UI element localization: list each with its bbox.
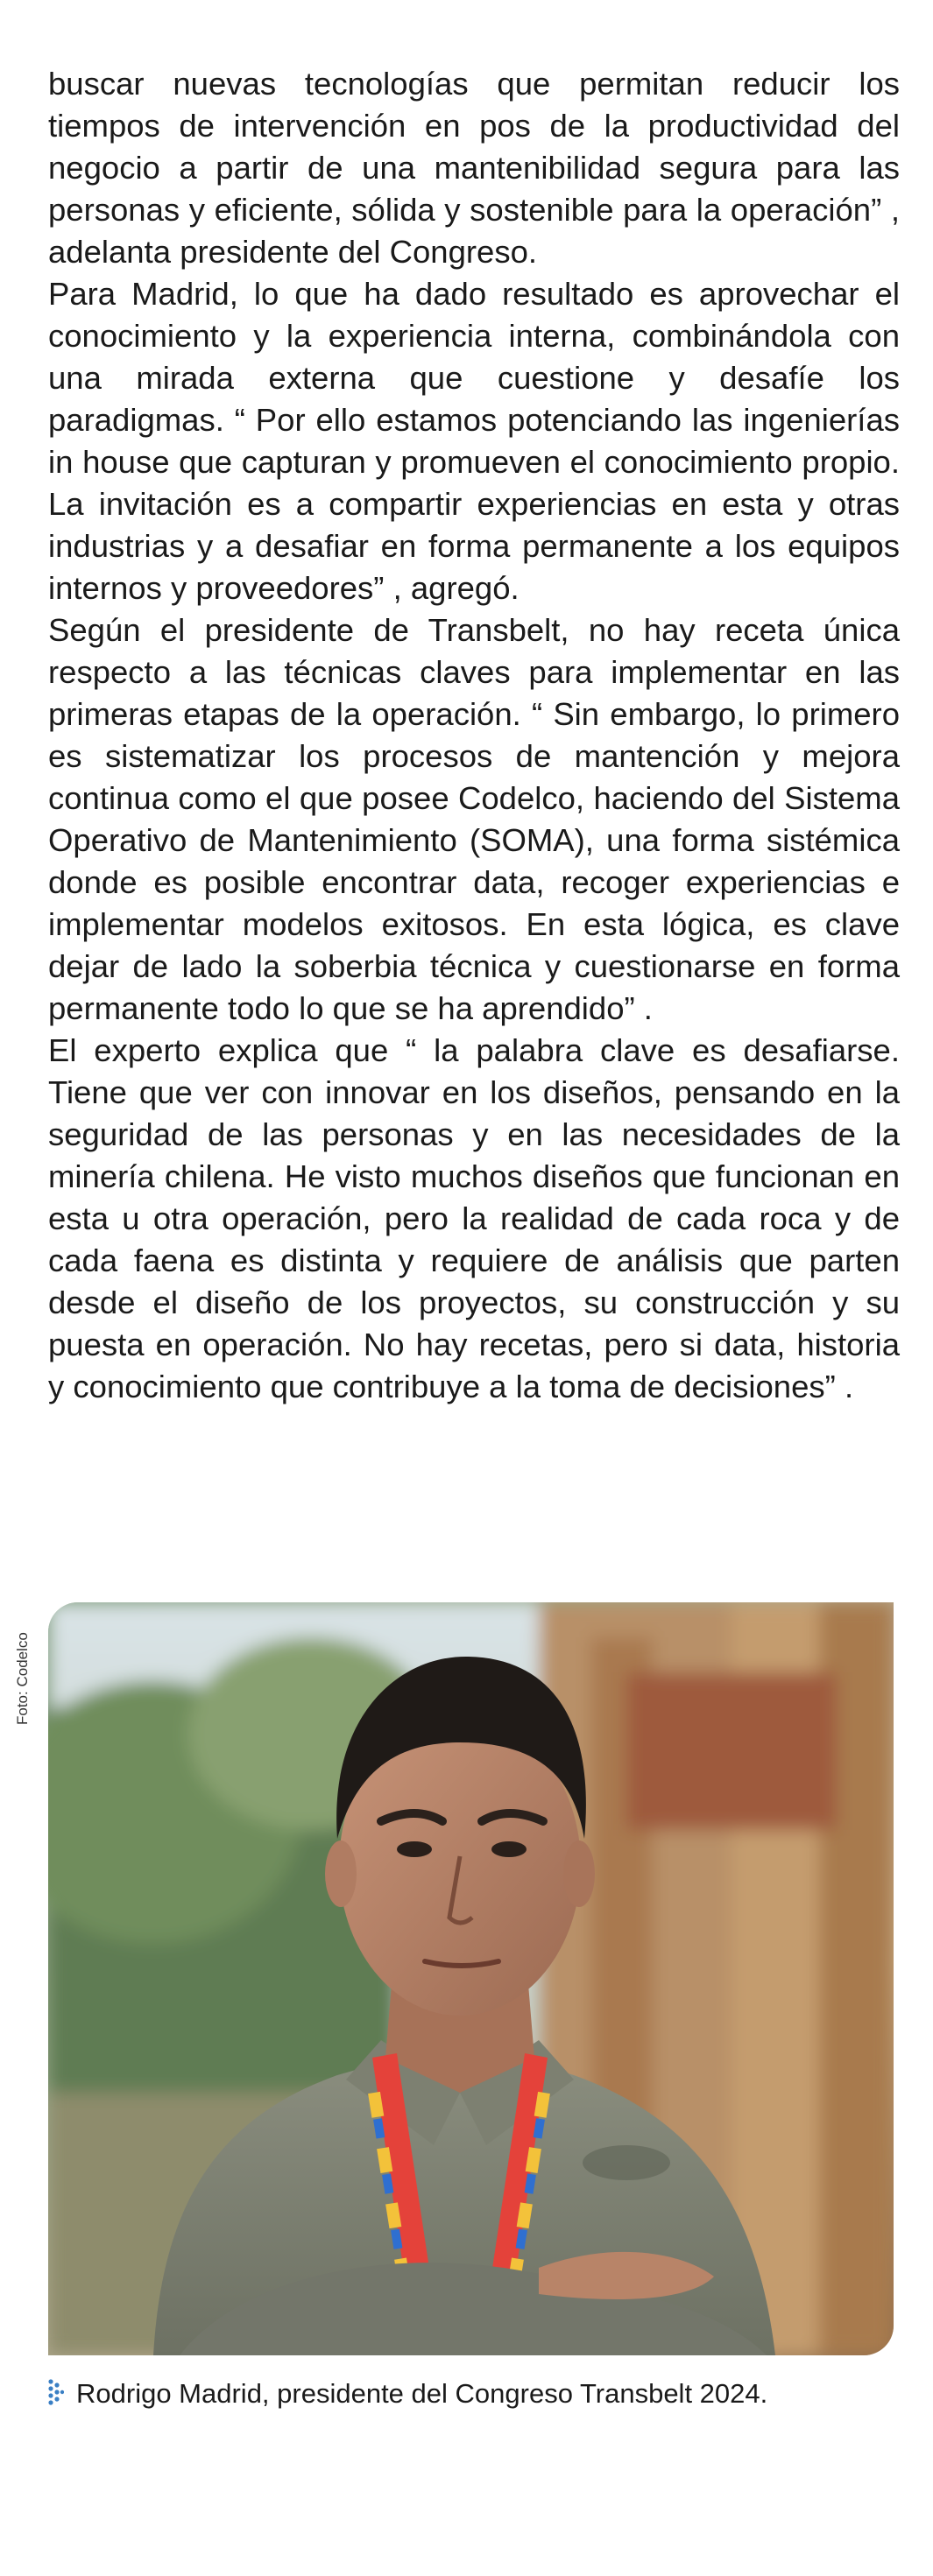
photo-credit — [4, 1611, 35, 1725]
portrait-illustration — [48, 1602, 894, 2355]
article-paragraph-3: Según el presidente de Transbelt, no hay receta única respecto a las técnicas claves para implementar en las primeras etapas de la operación. “ Sin embargo, lo primero es sistematizar los procesos de mantención y mejora continua como el que posee Codelco, haciendo del Sistema Operativo de Mantenimiento (SOMA), una forma sistémica donde es posible encontrar data, recoger experiencias e implementar modelos exitosos. En esta lógica, es clave dejar de lado la soberbia técnica y cuestionarse en forma permanente todo lo que se ha aprendido” . — [48, 612, 900, 1026]
dotted-bullet-icon — [48, 2379, 64, 2409]
photo-credit-text: Foto: Codelco — [14, 1632, 31, 1725]
article-body — [48, 63, 900, 1408]
article-paragraph-2: Para Madrid, lo que ha dado resultado es aprovechar el conocimiento y la experiencia interna, combinándola con una mirada externa que cuestione y desafíe los paradigmas. “ Por ello estamos potenciando las ingenierías in house que capturan y promueven el conocimiento propio. La invitación es a compartir experiencias en esta y otras industrias y a desafiar en forma permanente a los equipos internos y proveedores” , agregó. — [48, 276, 900, 606]
portrait-photo — [48, 1602, 894, 2355]
article-paragraph-4: El experto explica que “ la palabra clave es desafiarse. Tiene que ver con innovar en los diseños, pensando en la seguridad de las personas y en las necesidades de la minería chilena. He visto muchos diseños que funcionan en esta u otra operación, pero la realidad de cada roca y de cada faena es distinta y requiere de análisis que parten desde el diseño de los proyectos, su construcción y su puesta en operación. No hay recetas, pero si data, historia y conocimiento que contribuye a la toma de decisiones” . — [48, 1032, 900, 1404]
photo-caption-text: Rodrigo Madrid, presidente del Congreso Transbelt 2024. — [76, 2378, 768, 2409]
photo-caption — [48, 2375, 900, 2413]
article-paragraph-1: buscar nuevas tecnologías que permitan reducir los tiempos de intervención en pos de la productividad del negocio a partir de una mantenibilidad segura para las personas y eficiente, sólida y sostenible para la operación” , adelanta presidente del Congreso. — [48, 66, 900, 270]
